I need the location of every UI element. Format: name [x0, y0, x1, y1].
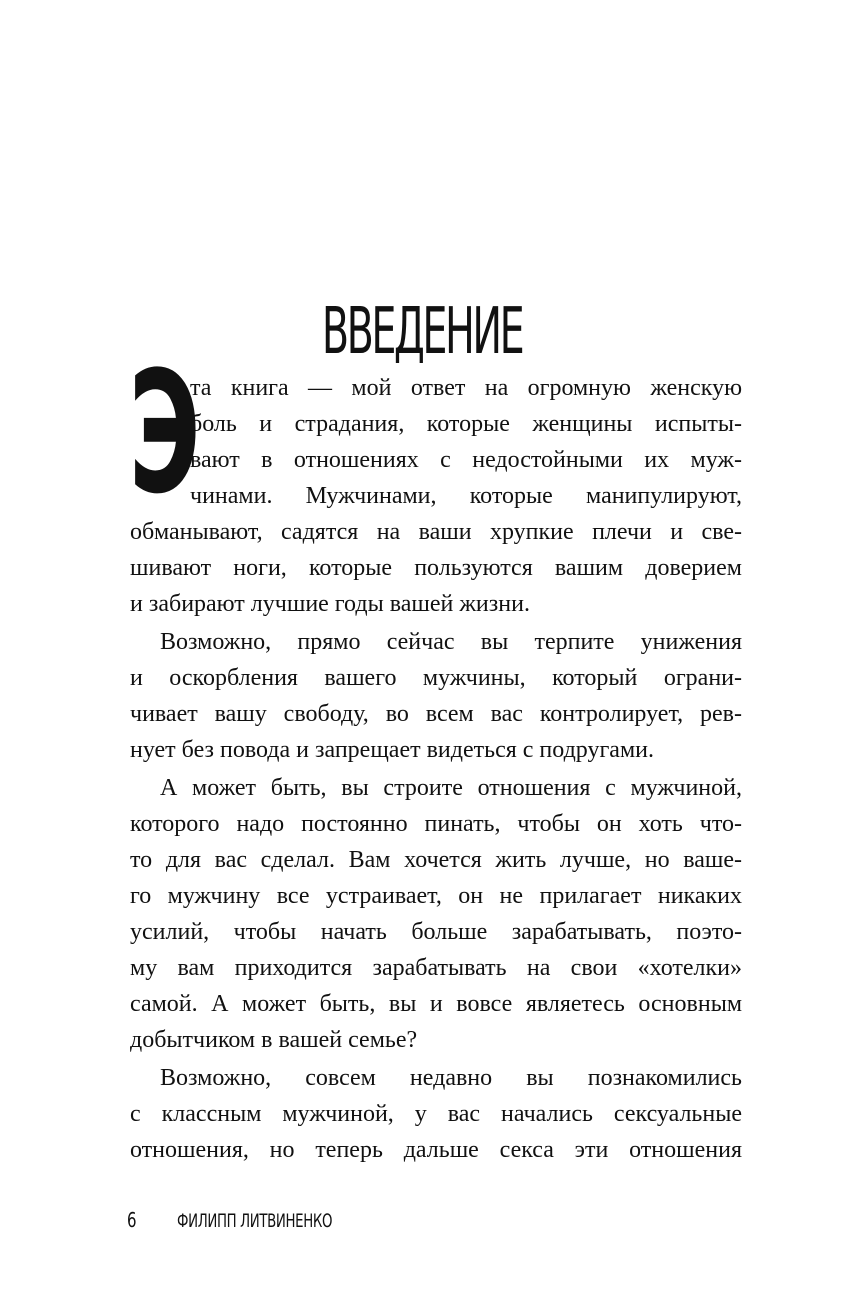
text-line: усилий, чтобы начать больше зарабатывать, поэто-	[130, 919, 742, 945]
text-line: вают в отношениях с недостойными их муж-	[190, 447, 742, 473]
text-line: та книга — мой ответ на огромную женскую	[190, 375, 742, 401]
text-line: добытчиком в вашей семье?	[130, 1027, 418, 1053]
running-head-author: ФИЛИПП ЛИТВИНЕНКО	[177, 1210, 333, 1232]
page-number: 6	[127, 1208, 137, 1232]
text-line: самой. А может быть, вы и вовсе являетесь основным	[130, 991, 742, 1017]
chapter-title: ВВЕДЕНИЕ	[321, 295, 523, 369]
text-line: го мужчину все устраивает, он не прилагает никаких	[130, 883, 742, 909]
text-line: и оскорбления вашего мужчины, который ограни-	[130, 665, 742, 691]
text-line: боль и страдания, которые женщины испыты-	[190, 411, 742, 437]
text-line: и забирают лучшие годы вашей жизни.	[130, 591, 530, 617]
text-line: отношения, но теперь дальше секса эти отношения	[130, 1137, 742, 1163]
text-line: нует без повода и запрещает видеться с подругами.	[130, 737, 654, 763]
text-line: чинами. Мужчинами, которые манипулируют,	[190, 483, 742, 509]
text-line: обманывают, садятся на ваши хрупкие плечи и све-	[130, 519, 742, 545]
text-line: которого надо постоянно пинать, чтобы он хоть что-	[130, 811, 742, 837]
drop-cap-letter: Э	[128, 335, 201, 531]
text-line: то для вас сделал. Вам хочется жить лучше, но ваше-	[130, 847, 742, 873]
text-line: му вам приходится зарабатывать на свои «хотелки»	[130, 955, 742, 981]
text-line: Возможно, совсем недавно вы познакомились	[160, 1065, 742, 1091]
text-line: А может быть, вы строите отношения с мужчиной,	[160, 775, 742, 801]
text-line: Возможно, прямо сейчас вы терпите унижения	[160, 629, 742, 655]
text-line: чивает вашу свободу, во всем вас контролирует, рев-	[130, 701, 742, 727]
text-line: шивают ноги, которые пользуются вашим доверием	[130, 555, 742, 581]
text-line: с классным мужчиной, у вас начались сексуальные	[130, 1101, 742, 1127]
